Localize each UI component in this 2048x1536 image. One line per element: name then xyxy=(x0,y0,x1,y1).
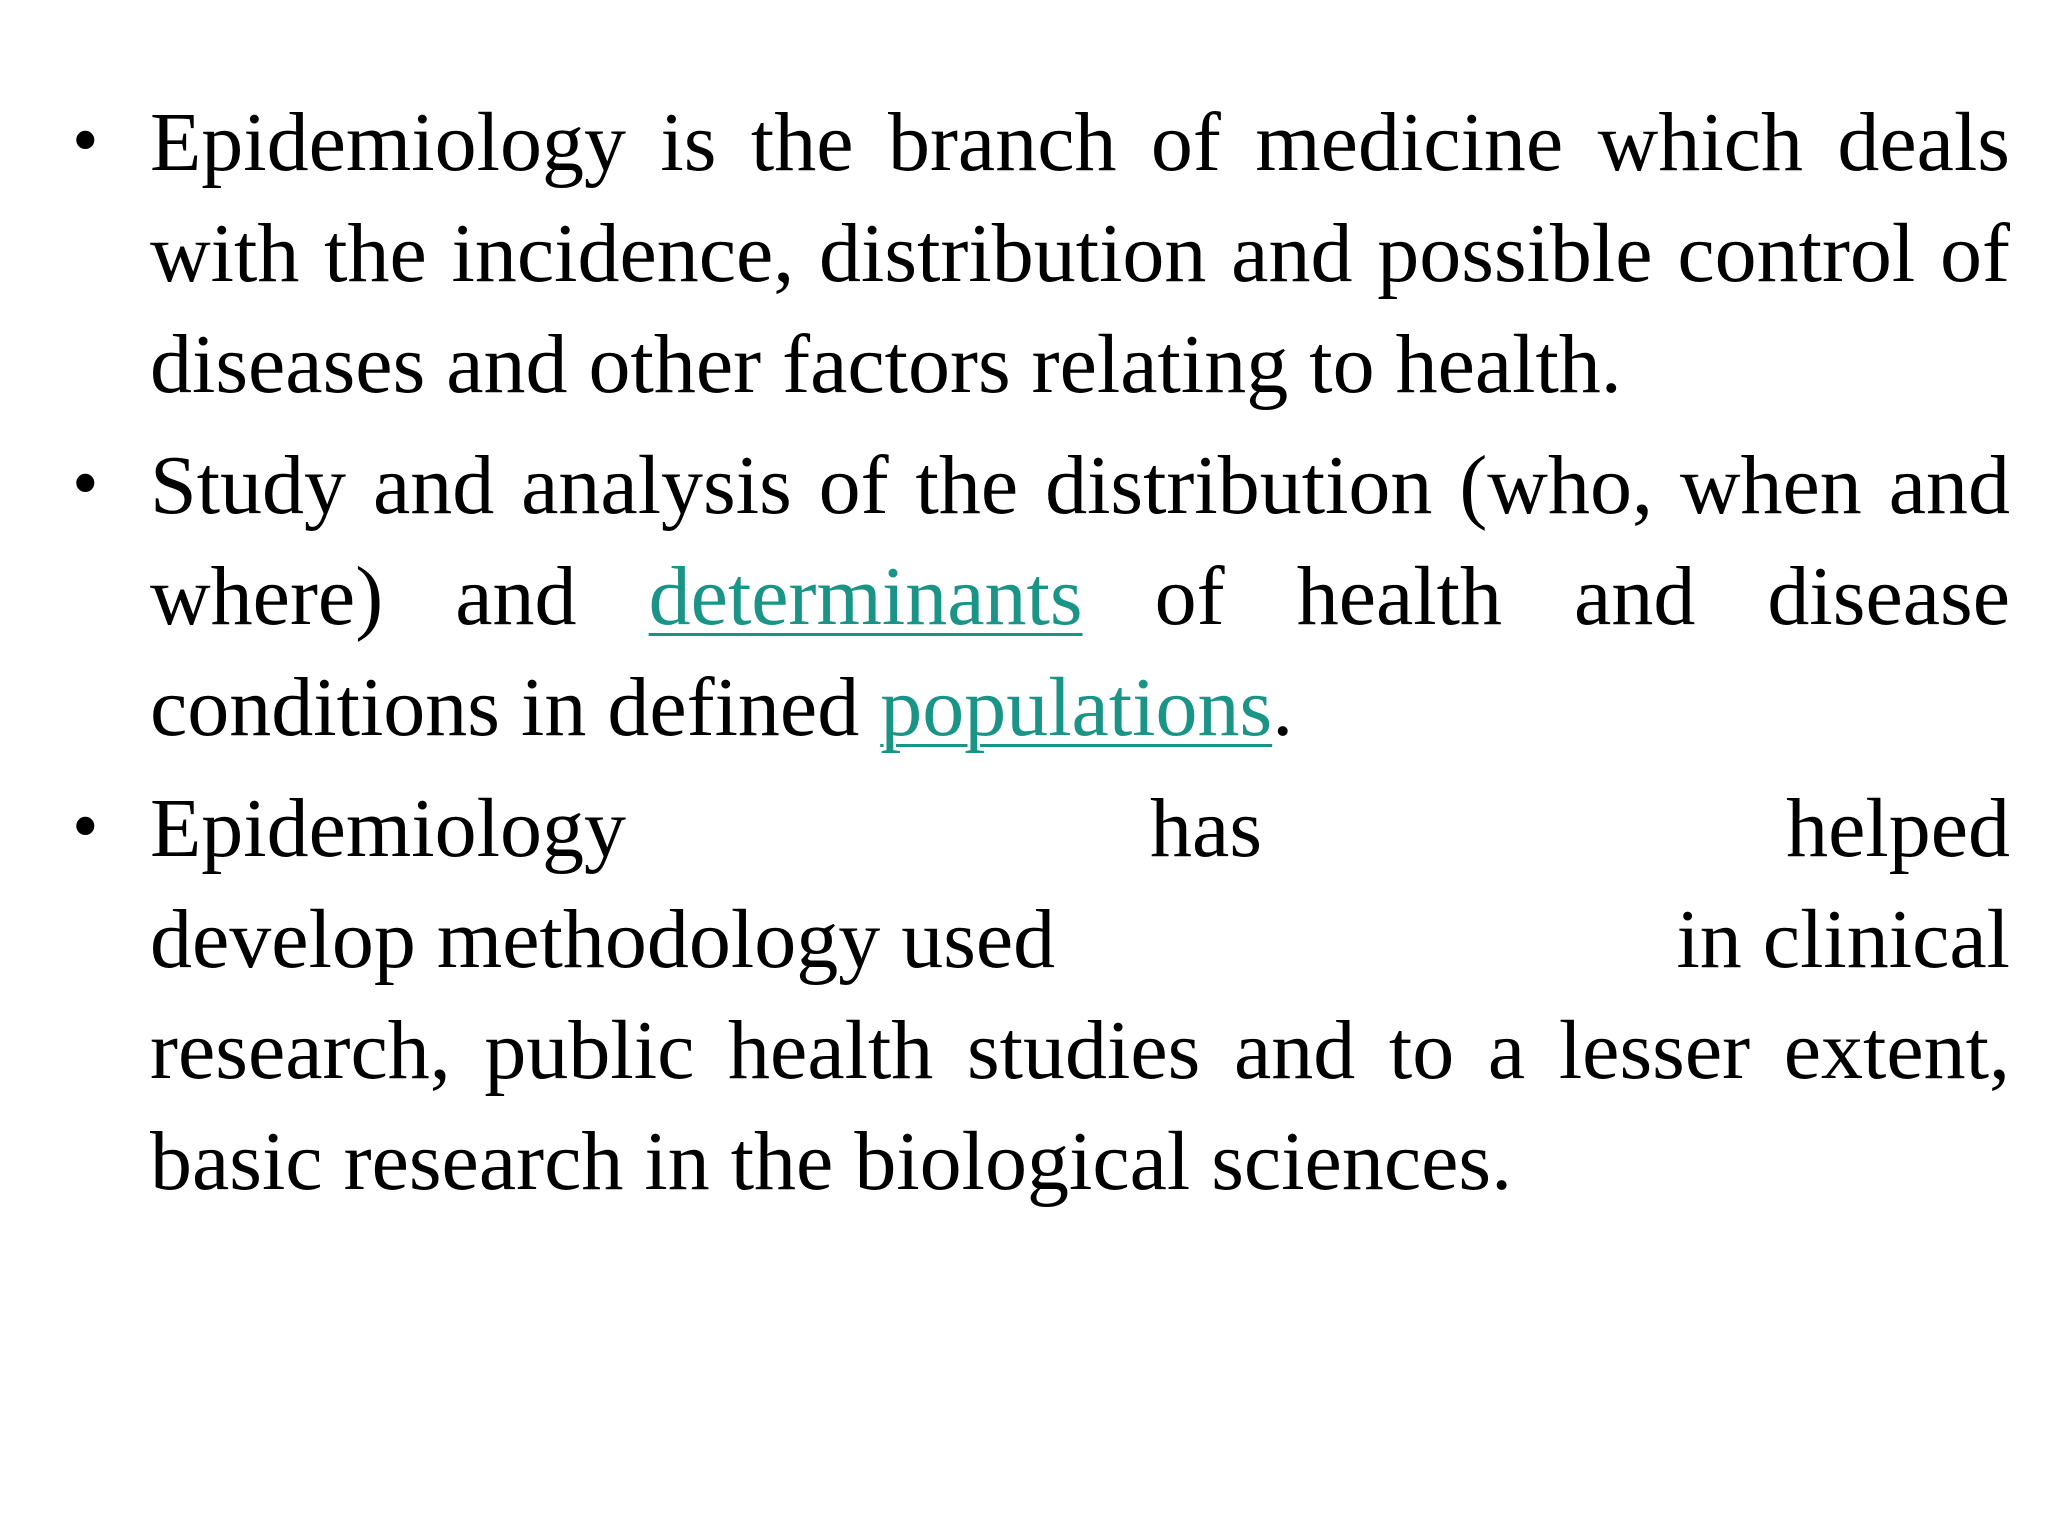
bullet-word: in clinical xyxy=(1676,893,2010,986)
bullet-list xyxy=(150,87,2010,1227)
bullet-item-epidemiology-definition xyxy=(150,87,2010,420)
bullet-line xyxy=(150,995,2010,1217)
bullet-item-study-and-analysis xyxy=(150,430,2010,763)
bullet-line xyxy=(150,884,2010,995)
bullet-text-part: of health and disease conditions in defined xyxy=(150,550,2010,754)
bullet-text: Epidemiology is the branch of medicine which deals with the incidence, distribution and possible control of diseases and other factors relating to health. xyxy=(150,96,2010,411)
bullet-line xyxy=(150,773,2010,884)
bullet-word: • Epidemiology xyxy=(150,782,626,875)
bullet-text-part: Study and analysis of the distribution (who, when and where) and xyxy=(150,439,2010,643)
bullet-word: develop methodology used xyxy=(150,893,1056,986)
populations-link[interactable]: populations xyxy=(880,661,1273,754)
bullet-word: helped xyxy=(1786,782,2010,875)
bullet-text: research, public health studies and to a lesser extent, basic research in the biological sciences. xyxy=(150,1004,2010,1208)
bullet-item-methodology xyxy=(150,773,2010,1217)
bullet-text-part: . xyxy=(1272,661,1294,754)
bullet-word: has xyxy=(1150,782,1263,875)
determinants-link[interactable]: determinants xyxy=(648,550,1083,643)
